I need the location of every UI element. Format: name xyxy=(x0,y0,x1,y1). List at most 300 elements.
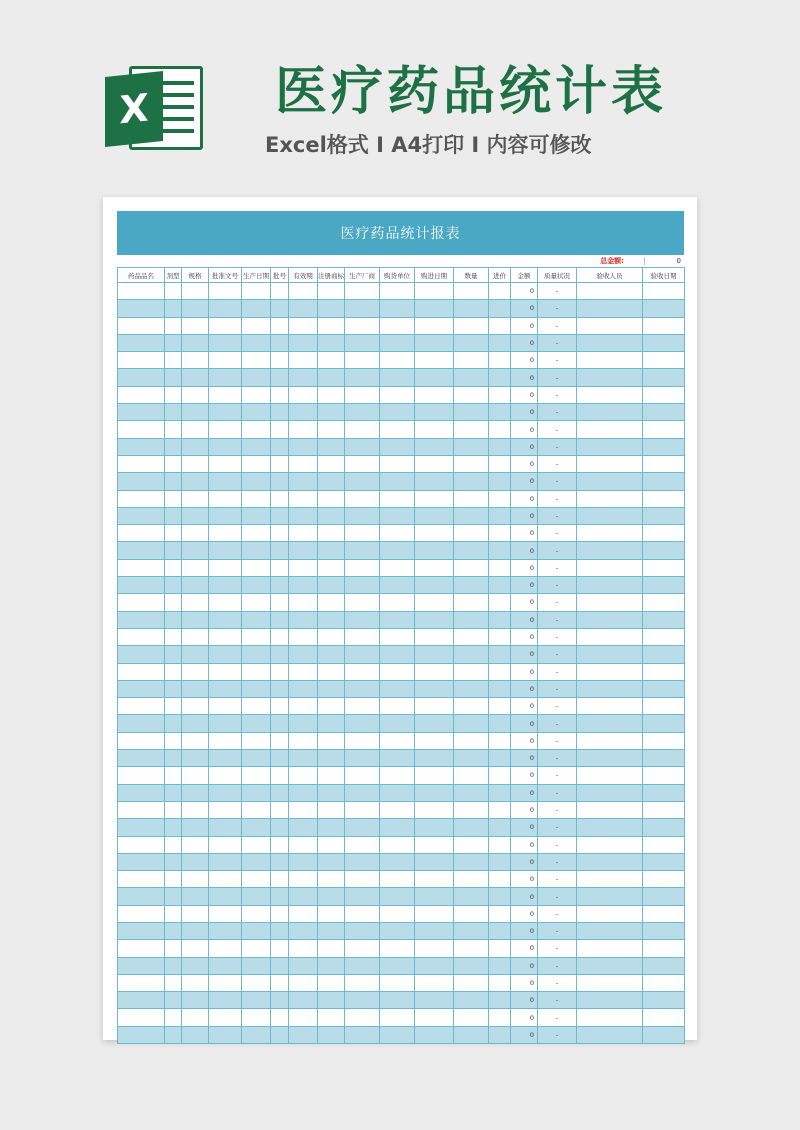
table-cell[interactable] xyxy=(489,473,511,490)
table-cell[interactable] xyxy=(454,974,489,991)
table-cell[interactable] xyxy=(289,386,318,403)
table-cell[interactable] xyxy=(489,352,511,369)
table-cell[interactable] xyxy=(489,819,511,836)
table-cell[interactable] xyxy=(242,352,271,369)
table-cell[interactable] xyxy=(118,525,165,542)
table-cell[interactable] xyxy=(209,317,242,334)
table-cell[interactable] xyxy=(289,542,318,559)
table-cell[interactable] xyxy=(489,646,511,663)
table-cell[interactable] xyxy=(182,438,209,455)
table-cell[interactable] xyxy=(271,698,289,715)
table-cell[interactable] xyxy=(271,317,289,334)
table-cell[interactable] xyxy=(165,611,182,628)
table-cell[interactable] xyxy=(271,438,289,455)
table-cell[interactable] xyxy=(577,628,643,645)
table-cell[interactable] xyxy=(182,698,209,715)
table-cell[interactable] xyxy=(318,905,345,922)
table-cell[interactable] xyxy=(415,871,454,888)
table-cell[interactable] xyxy=(415,577,454,594)
table-cell[interactable] xyxy=(271,801,289,818)
table-cell[interactable] xyxy=(165,957,182,974)
table-cell[interactable] xyxy=(209,853,242,870)
table-cell[interactable] xyxy=(271,300,289,317)
table-cell[interactable] xyxy=(165,1026,182,1043)
table-cell[interactable]: 0 xyxy=(511,871,538,888)
table-cell[interactable] xyxy=(118,905,165,922)
table-cell[interactable] xyxy=(318,455,345,472)
table-cell[interactable] xyxy=(209,871,242,888)
table-cell[interactable] xyxy=(118,283,165,300)
table-cell[interactable] xyxy=(318,507,345,524)
table-cell[interactable] xyxy=(242,750,271,767)
table-cell[interactable] xyxy=(380,784,415,801)
table-cell[interactable] xyxy=(454,300,489,317)
table-cell[interactable] xyxy=(271,1009,289,1026)
table-cell[interactable] xyxy=(165,784,182,801)
table-cell[interactable] xyxy=(165,646,182,663)
table-cell[interactable] xyxy=(242,421,271,438)
table-cell[interactable] xyxy=(289,559,318,576)
table-cell[interactable] xyxy=(209,473,242,490)
table-cell[interactable] xyxy=(242,784,271,801)
column-header[interactable]: 金额 xyxy=(511,268,538,283)
table-cell[interactable] xyxy=(380,992,415,1009)
table-cell[interactable] xyxy=(380,455,415,472)
table-cell[interactable] xyxy=(182,628,209,645)
table-cell[interactable]: 0 xyxy=(511,525,538,542)
table-cell[interactable] xyxy=(271,628,289,645)
table-cell[interactable] xyxy=(165,507,182,524)
table-cell[interactable] xyxy=(577,283,643,300)
table-cell[interactable] xyxy=(643,404,685,421)
table-cell[interactable] xyxy=(380,853,415,870)
table-cell[interactable] xyxy=(318,473,345,490)
table-cell[interactable] xyxy=(454,421,489,438)
table-cell[interactable] xyxy=(454,559,489,576)
table-cell[interactable] xyxy=(345,680,380,697)
table-cell[interactable] xyxy=(643,438,685,455)
table-cell[interactable] xyxy=(118,369,165,386)
table-cell[interactable] xyxy=(209,300,242,317)
table-cell[interactable] xyxy=(489,369,511,386)
table-cell[interactable]: - xyxy=(538,594,577,611)
table-cell[interactable] xyxy=(182,577,209,594)
table-cell[interactable] xyxy=(165,473,182,490)
table-cell[interactable] xyxy=(415,542,454,559)
table-cell[interactable] xyxy=(380,507,415,524)
table-cell[interactable] xyxy=(289,957,318,974)
table-cell[interactable] xyxy=(271,819,289,836)
table-cell[interactable] xyxy=(318,836,345,853)
table-cell[interactable] xyxy=(489,525,511,542)
table-cell[interactable] xyxy=(577,871,643,888)
table-cell[interactable] xyxy=(271,611,289,628)
table-cell[interactable] xyxy=(271,888,289,905)
table-cell[interactable] xyxy=(318,404,345,421)
table-cell[interactable] xyxy=(489,698,511,715)
table-cell[interactable]: - xyxy=(538,507,577,524)
table-cell[interactable] xyxy=(380,611,415,628)
table-cell[interactable] xyxy=(643,317,685,334)
table-cell[interactable]: - xyxy=(538,386,577,403)
table-cell[interactable] xyxy=(318,680,345,697)
table-cell[interactable] xyxy=(489,628,511,645)
column-header[interactable]: 购进日期 xyxy=(415,268,454,283)
table-cell[interactable] xyxy=(454,801,489,818)
table-cell[interactable] xyxy=(209,888,242,905)
table-cell[interactable] xyxy=(165,767,182,784)
column-header[interactable]: 生产厂商 xyxy=(345,268,380,283)
table-cell[interactable] xyxy=(182,473,209,490)
table-cell[interactable] xyxy=(415,922,454,939)
table-cell[interactable] xyxy=(271,594,289,611)
table-cell[interactable]: - xyxy=(538,421,577,438)
table-cell[interactable] xyxy=(242,300,271,317)
table-cell[interactable] xyxy=(345,836,380,853)
table-cell[interactable] xyxy=(489,455,511,472)
table-cell[interactable] xyxy=(643,421,685,438)
table-cell[interactable] xyxy=(242,438,271,455)
table-cell[interactable] xyxy=(380,438,415,455)
table-cell[interactable] xyxy=(289,473,318,490)
table-cell[interactable] xyxy=(209,611,242,628)
table-cell[interactable] xyxy=(380,421,415,438)
table-cell[interactable]: - xyxy=(538,992,577,1009)
table-cell[interactable] xyxy=(345,715,380,732)
table-cell[interactable] xyxy=(289,750,318,767)
table-cell[interactable] xyxy=(345,490,380,507)
table-cell[interactable] xyxy=(165,628,182,645)
table-cell[interactable] xyxy=(415,404,454,421)
table-cell[interactable] xyxy=(242,577,271,594)
table-cell[interactable] xyxy=(165,836,182,853)
table-cell[interactable] xyxy=(577,836,643,853)
table-cell[interactable] xyxy=(415,317,454,334)
table-cell[interactable] xyxy=(643,750,685,767)
table-cell[interactable] xyxy=(489,594,511,611)
table-cell[interactable] xyxy=(345,473,380,490)
table-cell[interactable] xyxy=(289,507,318,524)
table-cell[interactable] xyxy=(209,594,242,611)
table-cell[interactable]: - xyxy=(538,957,577,974)
table-cell[interactable]: - xyxy=(538,974,577,991)
table-cell[interactable] xyxy=(345,819,380,836)
table-cell[interactable]: 0 xyxy=(511,507,538,524)
table-cell[interactable] xyxy=(289,819,318,836)
table-cell[interactable] xyxy=(318,283,345,300)
table-cell[interactable] xyxy=(380,974,415,991)
table-cell[interactable] xyxy=(318,300,345,317)
table-cell[interactable]: 0 xyxy=(511,421,538,438)
table-cell[interactable]: - xyxy=(538,404,577,421)
table-cell[interactable] xyxy=(289,404,318,421)
table-cell[interactable] xyxy=(489,542,511,559)
table-cell[interactable] xyxy=(118,957,165,974)
table-cell[interactable] xyxy=(489,784,511,801)
table-cell[interactable] xyxy=(318,922,345,939)
table-cell[interactable] xyxy=(209,819,242,836)
table-cell[interactable] xyxy=(118,819,165,836)
table-cell[interactable] xyxy=(318,698,345,715)
table-cell[interactable] xyxy=(454,352,489,369)
table-cell[interactable] xyxy=(271,455,289,472)
table-cell[interactable] xyxy=(182,784,209,801)
table-cell[interactable] xyxy=(454,369,489,386)
table-cell[interactable] xyxy=(318,974,345,991)
table-cell[interactable] xyxy=(454,594,489,611)
column-header[interactable]: 数量 xyxy=(454,268,489,283)
table-cell[interactable] xyxy=(380,767,415,784)
table-cell[interactable] xyxy=(209,455,242,472)
table-cell[interactable] xyxy=(643,957,685,974)
table-cell[interactable] xyxy=(345,974,380,991)
table-cell[interactable]: 0 xyxy=(511,853,538,870)
table-cell[interactable]: 0 xyxy=(511,386,538,403)
table-cell[interactable] xyxy=(289,628,318,645)
table-cell[interactable]: - xyxy=(538,750,577,767)
table-cell[interactable] xyxy=(380,801,415,818)
table-cell[interactable]: 0 xyxy=(511,940,538,957)
table-cell[interactable] xyxy=(118,611,165,628)
table-cell[interactable] xyxy=(577,905,643,922)
table-cell[interactable] xyxy=(289,611,318,628)
table-cell[interactable] xyxy=(345,283,380,300)
table-cell[interactable] xyxy=(643,1009,685,1026)
table-cell[interactable]: 0 xyxy=(511,888,538,905)
table-cell[interactable] xyxy=(454,698,489,715)
table-cell[interactable] xyxy=(318,438,345,455)
table-cell[interactable] xyxy=(454,334,489,351)
table-cell[interactable]: 0 xyxy=(511,628,538,645)
table-cell[interactable]: 0 xyxy=(511,334,538,351)
table-cell[interactable] xyxy=(415,628,454,645)
table-cell[interactable] xyxy=(165,542,182,559)
table-cell[interactable] xyxy=(289,801,318,818)
table-cell[interactable] xyxy=(118,1009,165,1026)
table-cell[interactable] xyxy=(118,663,165,680)
table-cell[interactable] xyxy=(577,1026,643,1043)
table-cell[interactable] xyxy=(182,283,209,300)
table-cell[interactable] xyxy=(165,404,182,421)
table-cell[interactable] xyxy=(318,628,345,645)
table-cell[interactable] xyxy=(182,1026,209,1043)
table-cell[interactable] xyxy=(454,386,489,403)
table-cell[interactable]: - xyxy=(538,283,577,300)
table-cell[interactable] xyxy=(242,386,271,403)
table-cell[interactable] xyxy=(415,698,454,715)
table-cell[interactable] xyxy=(289,317,318,334)
table-cell[interactable] xyxy=(643,992,685,1009)
table-cell[interactable] xyxy=(182,992,209,1009)
table-cell[interactable] xyxy=(489,386,511,403)
table-cell[interactable] xyxy=(289,1009,318,1026)
table-cell[interactable]: - xyxy=(538,438,577,455)
table-cell[interactable] xyxy=(289,525,318,542)
table-cell[interactable] xyxy=(489,300,511,317)
table-cell[interactable] xyxy=(271,974,289,991)
table-cell[interactable] xyxy=(489,871,511,888)
table-cell[interactable]: 0 xyxy=(511,542,538,559)
table-cell[interactable] xyxy=(415,611,454,628)
table-cell[interactable] xyxy=(289,646,318,663)
table-cell[interactable] xyxy=(165,940,182,957)
table-cell[interactable] xyxy=(118,473,165,490)
table-cell[interactable] xyxy=(318,784,345,801)
table-cell[interactable] xyxy=(318,594,345,611)
table-cell[interactable] xyxy=(643,283,685,300)
table-cell[interactable] xyxy=(643,1026,685,1043)
table-cell[interactable] xyxy=(577,559,643,576)
table-cell[interactable] xyxy=(345,767,380,784)
table-cell[interactable] xyxy=(454,404,489,421)
table-cell[interactable] xyxy=(242,698,271,715)
table-cell[interactable]: 0 xyxy=(511,577,538,594)
table-cell[interactable] xyxy=(380,577,415,594)
table-cell[interactable] xyxy=(577,888,643,905)
table-cell[interactable] xyxy=(380,888,415,905)
table-cell[interactable] xyxy=(489,507,511,524)
table-cell[interactable] xyxy=(345,317,380,334)
table-cell[interactable] xyxy=(577,992,643,1009)
table-cell[interactable] xyxy=(643,715,685,732)
column-header[interactable]: 规格 xyxy=(182,268,209,283)
table-cell[interactable] xyxy=(415,455,454,472)
table-cell[interactable] xyxy=(242,922,271,939)
table-cell[interactable] xyxy=(345,525,380,542)
table-cell[interactable] xyxy=(415,386,454,403)
table-cell[interactable] xyxy=(318,732,345,749)
table-cell[interactable]: - xyxy=(538,473,577,490)
table-cell[interactable] xyxy=(165,594,182,611)
table-cell[interactable]: - xyxy=(538,628,577,645)
table-cell[interactable] xyxy=(165,334,182,351)
table-cell[interactable] xyxy=(577,507,643,524)
table-cell[interactable] xyxy=(643,525,685,542)
table-cell[interactable] xyxy=(577,1009,643,1026)
table-cell[interactable]: - xyxy=(538,352,577,369)
table-cell[interactable] xyxy=(165,888,182,905)
table-cell[interactable] xyxy=(380,663,415,680)
table-cell[interactable] xyxy=(209,715,242,732)
table-cell[interactable] xyxy=(380,542,415,559)
table-cell[interactable] xyxy=(380,732,415,749)
table-cell[interactable] xyxy=(242,542,271,559)
table-cell[interactable] xyxy=(209,992,242,1009)
table-cell[interactable] xyxy=(415,957,454,974)
table-cell[interactable]: 0 xyxy=(511,317,538,334)
table-cell[interactable] xyxy=(271,750,289,767)
table-cell[interactable] xyxy=(242,507,271,524)
table-cell[interactable] xyxy=(209,957,242,974)
table-cell[interactable]: - xyxy=(538,767,577,784)
table-cell[interactable]: 0 xyxy=(511,750,538,767)
table-cell[interactable] xyxy=(345,888,380,905)
table-cell[interactable] xyxy=(345,801,380,818)
table-cell[interactable] xyxy=(577,352,643,369)
table-cell[interactable]: 0 xyxy=(511,283,538,300)
table-cell[interactable] xyxy=(577,594,643,611)
table-cell[interactable] xyxy=(242,594,271,611)
table-cell[interactable] xyxy=(318,421,345,438)
table-cell[interactable] xyxy=(289,680,318,697)
table-cell[interactable] xyxy=(415,888,454,905)
table-cell[interactable] xyxy=(289,992,318,1009)
table-cell[interactable] xyxy=(454,940,489,957)
table-cell[interactable]: 0 xyxy=(511,559,538,576)
table-cell[interactable] xyxy=(209,905,242,922)
table-cell[interactable] xyxy=(380,334,415,351)
table-cell[interactable] xyxy=(271,871,289,888)
table-cell[interactable] xyxy=(489,611,511,628)
table-cell[interactable] xyxy=(209,663,242,680)
table-cell[interactable] xyxy=(577,732,643,749)
table-cell[interactable] xyxy=(454,317,489,334)
table-cell[interactable] xyxy=(489,715,511,732)
table-cell[interactable] xyxy=(165,680,182,697)
table-cell[interactable] xyxy=(242,663,271,680)
table-cell[interactable] xyxy=(318,888,345,905)
table-cell[interactable] xyxy=(643,767,685,784)
table-cell[interactable] xyxy=(643,559,685,576)
table-cell[interactable] xyxy=(242,853,271,870)
table-cell[interactable] xyxy=(489,732,511,749)
table-cell[interactable] xyxy=(380,300,415,317)
table-cell[interactable] xyxy=(454,750,489,767)
table-cell[interactable]: - xyxy=(538,801,577,818)
table-cell[interactable]: - xyxy=(538,732,577,749)
table-cell[interactable] xyxy=(454,507,489,524)
table-cell[interactable] xyxy=(577,715,643,732)
table-cell[interactable] xyxy=(415,732,454,749)
table-cell[interactable] xyxy=(489,992,511,1009)
table-cell[interactable] xyxy=(118,871,165,888)
table-cell[interactable] xyxy=(577,957,643,974)
table-cell[interactable] xyxy=(489,957,511,974)
table-cell[interactable] xyxy=(182,732,209,749)
table-cell[interactable] xyxy=(271,352,289,369)
table-cell[interactable] xyxy=(289,421,318,438)
table-cell[interactable] xyxy=(489,404,511,421)
table-cell[interactable]: 0 xyxy=(511,957,538,974)
table-cell[interactable] xyxy=(242,646,271,663)
table-cell[interactable] xyxy=(242,317,271,334)
table-cell[interactable] xyxy=(380,369,415,386)
table-cell[interactable] xyxy=(489,317,511,334)
table-cell[interactable] xyxy=(118,577,165,594)
table-cell[interactable] xyxy=(489,836,511,853)
table-cell[interactable] xyxy=(643,940,685,957)
table-cell[interactable] xyxy=(182,542,209,559)
table-cell[interactable] xyxy=(577,784,643,801)
table-cell[interactable] xyxy=(489,922,511,939)
table-cell[interactable] xyxy=(454,283,489,300)
table-cell[interactable] xyxy=(643,490,685,507)
table-cell[interactable] xyxy=(289,300,318,317)
table-cell[interactable] xyxy=(577,317,643,334)
table-cell[interactable] xyxy=(242,334,271,351)
table-cell[interactable] xyxy=(289,490,318,507)
table-cell[interactable] xyxy=(415,801,454,818)
table-cell[interactable] xyxy=(380,386,415,403)
table-cell[interactable] xyxy=(643,473,685,490)
column-header[interactable]: 剂型 xyxy=(165,268,182,283)
table-cell[interactable] xyxy=(271,421,289,438)
table-cell[interactable] xyxy=(182,663,209,680)
table-cell[interactable] xyxy=(289,1026,318,1043)
table-cell[interactable] xyxy=(165,559,182,576)
table-cell[interactable] xyxy=(289,663,318,680)
table-cell[interactable] xyxy=(165,525,182,542)
